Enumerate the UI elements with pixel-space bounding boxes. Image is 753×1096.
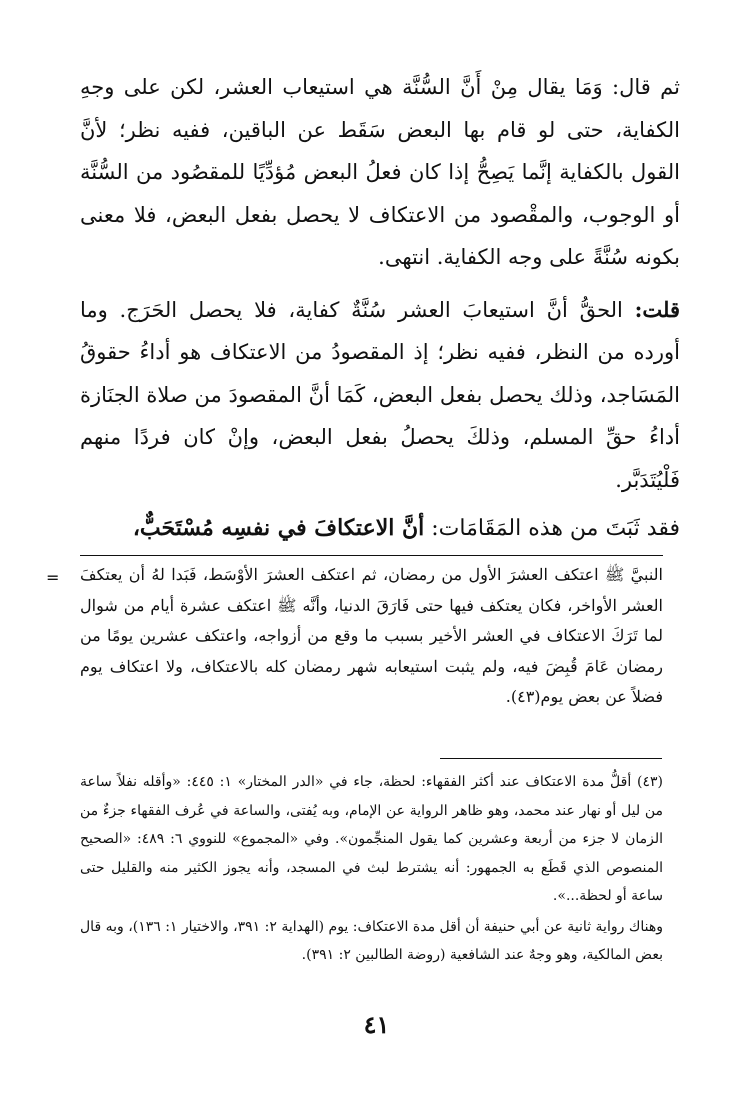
page-number: ٤١ — [363, 1010, 390, 1039]
footnotes-block — [80, 768, 663, 970]
footnote-43-continued: وهناك رواية ثانية عن أبي حنيفة أن أقل مدة الاعتكاف: يوم (الهداية ٢: ٣٩١، والاختيار ١: ١٣٦)، وبه قال بعض المالكية، وهو وجهٌ عند الشافعية (روضة الطالبين ٢: ٣٩١). — [80, 918, 663, 963]
footnote-separator-full — [80, 555, 663, 556]
footnote-43: (٤٣) أقلُّ مدة الاعتكاف عند أكثر الفقهاء: لحظة، جاء في «الدر المختار» ١: ٤٤٥: «وأقله نفلاً ساعة من ليل أو نهار عند محمد، وهو ظاهر الرواية عن الإمام، وبه يُفتى، والساعة في عُرف الفقهاء جزءٌ من الزمان لا جزء من أربعة وعشرين كما يقول المنجِّمون». وفي «المجموع» للنووي ٦: ٤٨٩: «الصحيح المنصوص الذي قَطَع به الجمهور: أنه يشترط لبث في المسجد، وأنه يجوز الكثير منه والقليل حتى ساعة أو لحظة...». — [80, 774, 663, 904]
response-lead: قلت: — [634, 296, 680, 322]
paragraph-gap — [80, 279, 680, 289]
footnote-separator-short — [440, 758, 662, 759]
closing-conclusion: أنَّ الاعتكافَ في نفسِه مُسْتَحَبٌّ، — [132, 515, 425, 541]
response-text: الحقُّ أنَّ استيعابَ العشر سُنَّةٌ كفاية، فلا يحصل الحَرَج. وما أورده من النظر، ففيه نظر؛ إذ المقصودُ من الاعتكاف هو أداءُ حقوقُ المَسَاجد، وذلك يحصل بفعل البعض، كَمَا أنَّ المقصودَ من صلاة الجنَازة أداءُ حقِّ المسلم، وذلكَ يحصلُ بفعل البعض، وإنْ كان فردًا منهم فَلْيُتَدَبَّر. — [80, 297, 680, 492]
continuation-mark: = — [46, 568, 60, 587]
main-text-block — [80, 66, 680, 550]
paragraph-response — [80, 289, 680, 502]
closing-intro: فقد ثَبَتَ من هذه المَقَامَات: — [424, 516, 680, 541]
continued-footnote-text: النبيَّ ﷺ اعتكف العشرَ الأول من رمضان، ثم اعتكف العشرَ الأوْسَط، فَبَدا لهُ أن يعتكفَ العشر الأواخر، فكان يعتكف فيها حتى فَارَقَ الدنيا، وأنَّه ﷺ اعتكف عشرة أيام من شوال لما تَرَكَ الاعتكاف في العشر الأخير بسبب ما وقع من أزواجه، واعتكف عشرين يومًا من رمضان عَامَ قُبِضَ فيه، ولم يثبت استيعابه شهر رمضان كله بالاعتكاف، ولا اعتكاف يوم فضلاً عن بعض يوم(٤٣). — [80, 565, 663, 706]
continued-footnote — [80, 560, 663, 713]
closing-line — [80, 507, 680, 550]
paragraph-quote: ثم قال: وَمَا يقال مِنْ أَنَّ السُّنَّة هي استيعاب العشر، لكن على وجهِ الكفاية، حتى لو قام بها البعض سَقَط عن الباقين، ففيه نظر؛ لأنَّ القول بالكفاية إنَّما يَصِحُّ إذا كان فعلُ البعض مُؤدِّيًا للمقصُود من السُّنَّة أو الوجوب، والمقْصود من الاعتكاف لا يحصل بفعل البعض، فلا معنى بكونه سُنَّةً على وجه الكفاية. انتهى. — [80, 75, 680, 269]
